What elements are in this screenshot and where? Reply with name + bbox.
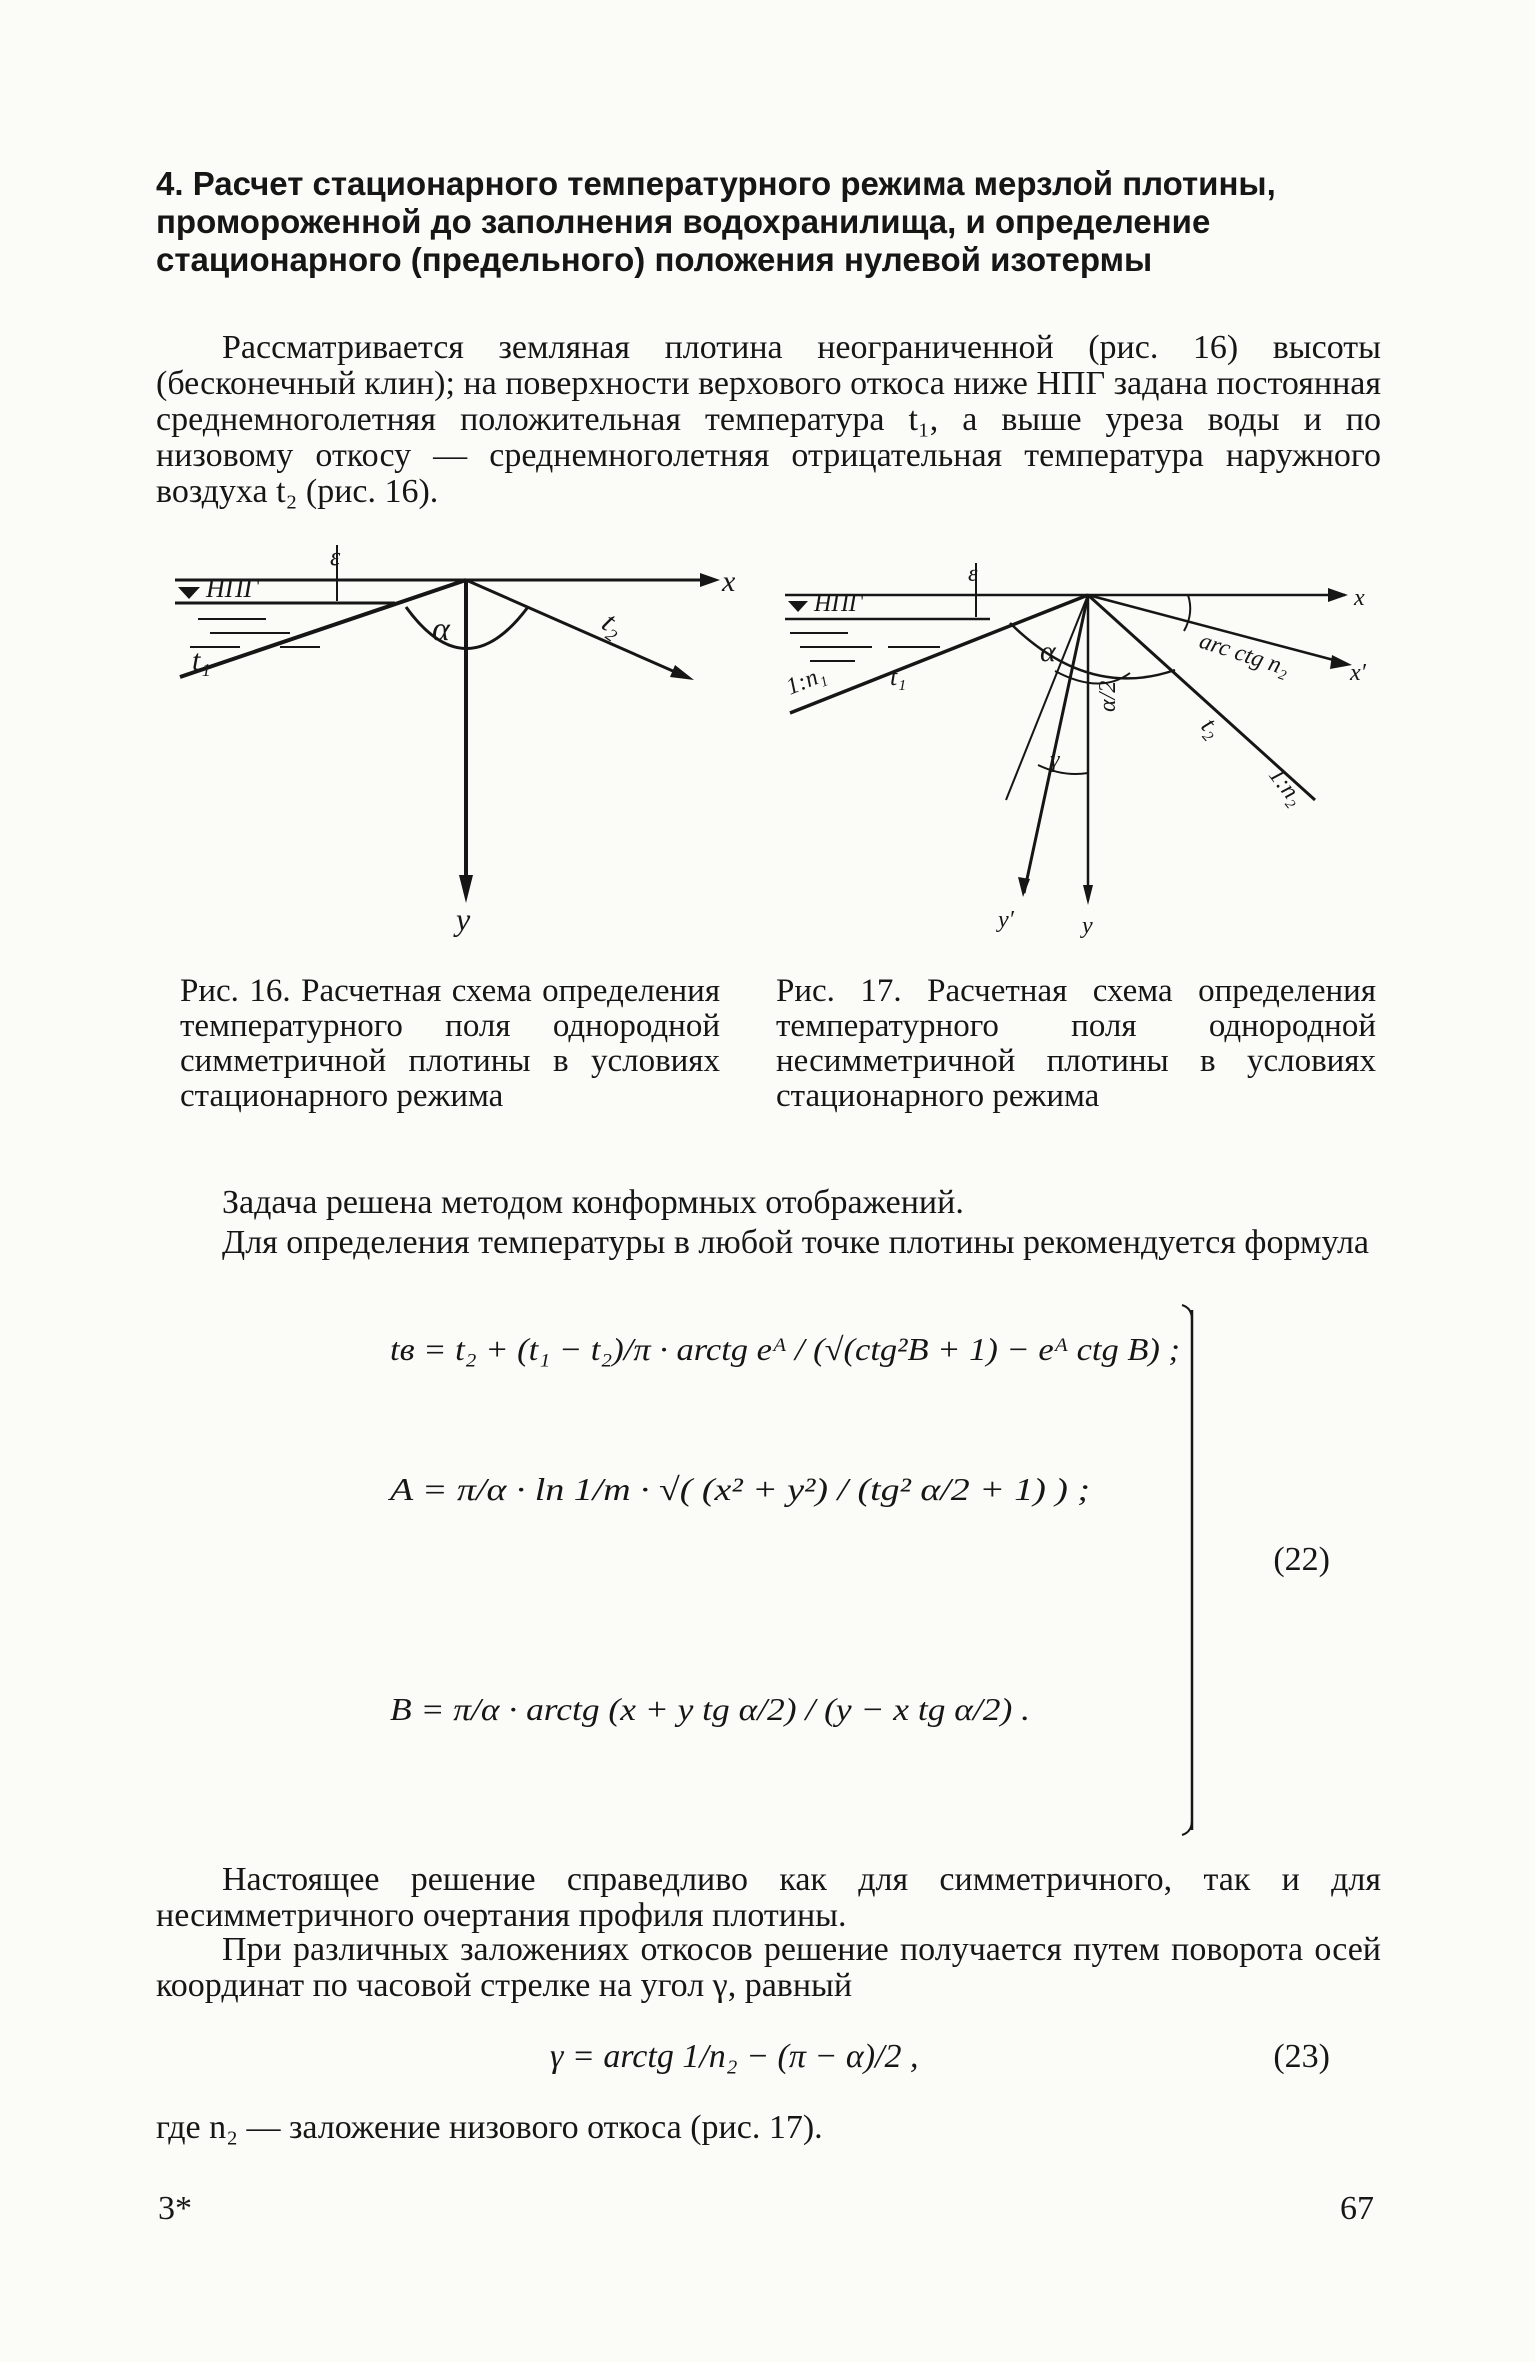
figure-17-diagram xyxy=(780,555,1380,940)
fig16-label-x: x xyxy=(722,565,736,598)
fig17-label-xprime: x′ xyxy=(1350,660,1366,686)
figure-17-caption: Рис. 17. Расчетная схема определения температурного поля однородной несимметричной плотины в условиях стационарного режима xyxy=(776,973,1376,1114)
fig17-label-y: y xyxy=(1082,913,1093,939)
fig17-label-alpha-half: α/2 xyxy=(1095,680,1121,712)
where-paragraph: где n₂ — заложение низового откоса (рис. 17). xyxy=(156,2109,823,2146)
eq22-tv-text: tв = t₂ + (t₁ − t₂)/π · arctg eᴬ / (√(ctg²B + 1) − eᴬ ctg B) ; xyxy=(390,1331,1180,1367)
eq22-b-text: B = π/α · arctg (x + y tg α/2) / (y − x tg α/2) . xyxy=(390,1691,1030,1727)
fig16-label-eps: ε xyxy=(330,542,341,571)
fig16-y-arrowhead xyxy=(459,875,473,903)
fig17-label-yprime: y′ xyxy=(998,907,1014,933)
fig17-label-npg: НПГ xyxy=(814,591,863,617)
fig17-label-arcctg: arc ctg n₂ xyxy=(1196,627,1293,682)
fig16-downstream-slope xyxy=(466,580,682,675)
fig17-gamma-arc xyxy=(1038,765,1088,774)
section-heading: 4. Расчет стационарного температурного режима мерзлой плотины, промороженной до заполнения водохранилища, и определение стационарного (предельного) положения нулевой изотермы xyxy=(156,165,1276,278)
fig17-water-triangle-icon xyxy=(788,601,808,612)
fig17-label-slope1: 1:n₁ xyxy=(782,661,830,701)
fig17-label-t1: t₁ xyxy=(890,662,907,691)
equation-23 xyxy=(370,2015,1380,2095)
fig17-xprime-arrowhead xyxy=(1330,655,1352,669)
validity-paragraph: Настоящее решение справедливо как для симметричного, так и для несимметричного очертания профиля плотины. xyxy=(156,1861,1381,1934)
fig17-label-eps: ε xyxy=(968,561,978,587)
intro-paragraph: Рассматривается земляная плотина неограниченной (рис. 16) высоты (бесконечный клин); на поверхности верхового откоса ниже НПГ задана постоянная среднемноголетняя положительная температура t₁, а выше уреза воды и по низовому откосу — среднемноголетняя отрицательная температура наружного воздуха t₂ (рис. 16). xyxy=(156,329,1381,510)
fig16-label-alpha: α xyxy=(432,611,450,648)
fig17-yprime-arrowhead xyxy=(1018,877,1030,897)
rotation-paragraph: При различных заложениях откосов решение получается путем поворота осей координат по часовой стрелке на угол γ, равный xyxy=(156,1931,1381,2004)
fig17-x-arrowhead xyxy=(1328,588,1348,602)
eq22-number: (22) xyxy=(1273,1541,1330,1578)
eq22-a-text: A = π/α · ln 1/m · √( (x² + y²) / (tg² α/2 + 1) ) ; xyxy=(387,1471,1090,1507)
fig17-label-gamma: γ xyxy=(1050,747,1060,773)
fig16-x-arrowhead xyxy=(700,573,720,587)
equation-22 xyxy=(370,1300,1380,1840)
signature-mark: 3* xyxy=(158,2190,192,2227)
eq23-number: (23) xyxy=(1273,2038,1330,2075)
figure-16-caption: Рис. 16. Расчетная схема определения температурного поля однородной симметричной плотины в условиях стационарного режима xyxy=(180,973,720,1114)
fig17-label-t2: t₂ xyxy=(1195,711,1228,744)
figure-16-diagram xyxy=(170,535,736,937)
fig17-arcctg-arc xyxy=(1184,595,1190,631)
fig16-label-t1: t₁ xyxy=(192,644,211,677)
eq23-gamma-text: γ = arctg 1/n₂ − (π − α)/2 , xyxy=(550,2038,919,2075)
fig17-label-slope2: 1:n₂ xyxy=(1263,762,1309,811)
page-number: 67 xyxy=(1340,2190,1374,2227)
fig17-y-arrowhead xyxy=(1083,885,1093,905)
fig17-label-x: x xyxy=(1354,585,1365,611)
method-paragraph: Задача решена методом конформных отображений. xyxy=(222,1184,964,1221)
fig16-label-npg: НПГ xyxy=(206,574,259,603)
formula-intro-paragraph: Для определения температуры в любой точке плотины рекомендуется формула xyxy=(222,1224,1370,1261)
fig16-label-y: y xyxy=(456,901,471,937)
fig17-yprime-axis xyxy=(1024,595,1088,893)
fig16-label-t2: t₂ xyxy=(595,605,631,644)
fig16-water-triangle-icon xyxy=(178,587,200,599)
fig17-label-alpha: α xyxy=(1040,635,1056,668)
fig16-t2-arrowhead xyxy=(670,665,694,680)
